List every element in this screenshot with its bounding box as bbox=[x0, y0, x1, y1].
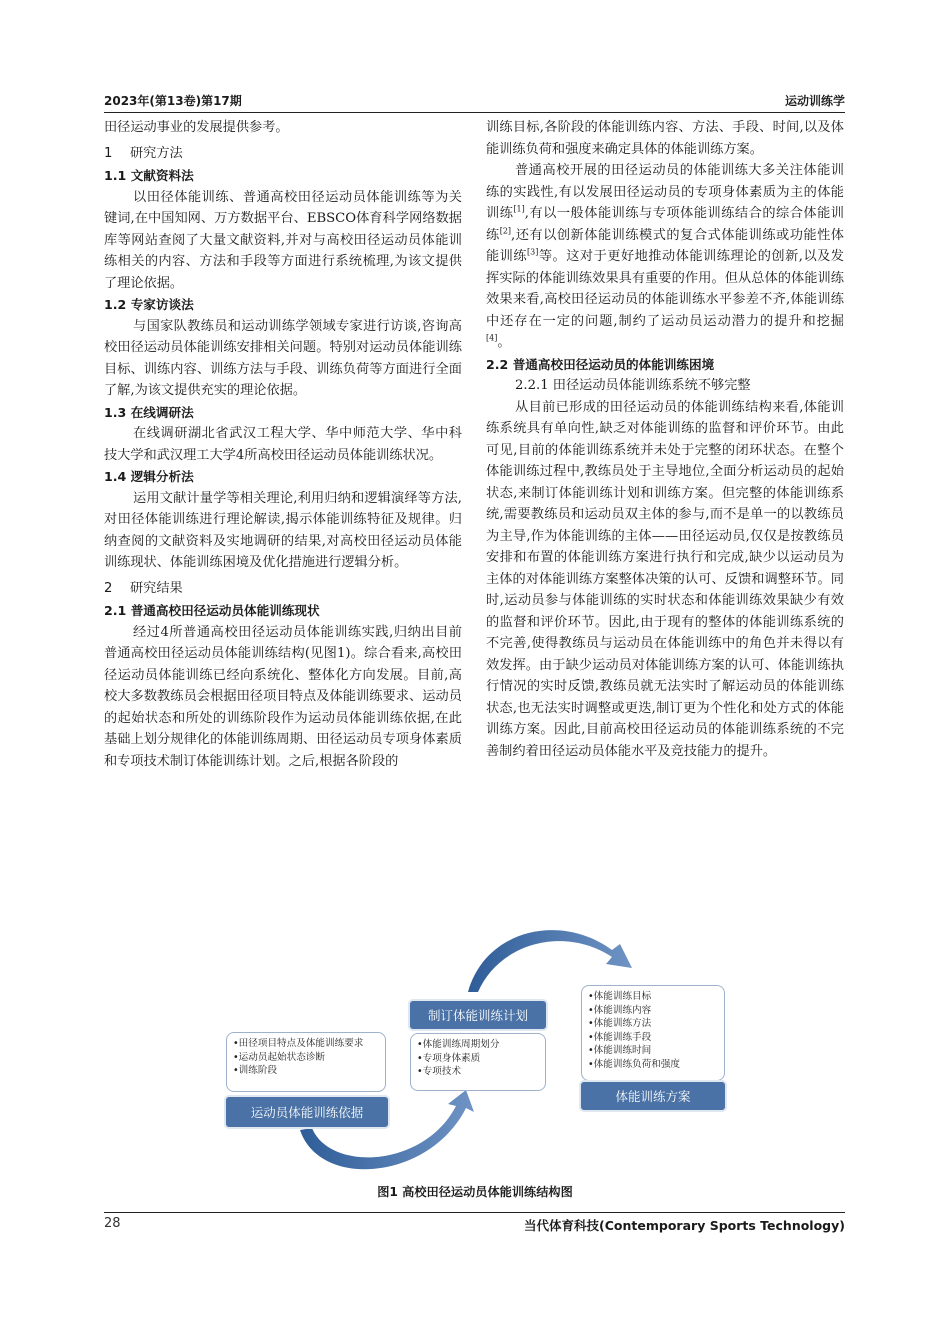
paragraph: 运用文献计量学等相关理论,利用归纳和逻辑演绎等方法,对田径体能训练进行理论解读,揭示体能训练特征及规律。归纳查阅的文献资料及实地调研的结果,对高校田径运动员体能训练现状、体能训练困境及优化措施进行逻辑分析。 bbox=[104, 490, 462, 570]
list-item: •专项技术 bbox=[417, 1066, 462, 1077]
paragraph: 普通高校开展的田径运动员的体能训练大多关注体能训练的实践性,有以发展田径运动员的专项身体素质为主的体能训练[1],有以一般体能训练与专项体能训练结合的综合体能训练[2],还有以创新体能训练模式的复合式体能训练或功能性体能训练[3]等。这对于更好地推动体能训练理论的创新,以及发挥实际的体能训练效果具有重要的作用。但从总体的体能训练效果来看,高校田径运动员的体能训练水平参差不齐,体能训练中还存在一定的问题,制约了运动员运动潜力的提升和挖掘[4]。 bbox=[486, 163, 844, 350]
paragraph: 从目前已形成的田径运动员的体能训练结构来看,体能训练系统具有单向性,缺乏对体能训练的监督和评价环节。由此可见,目前的体能训练系统并未处于完整的闭环状态。在整个体能训练过程中,教练员处于主导地位,全面分析运动员的起始状态,来制订体能训练计划和训练方案。但完整的体能训练系统,需要教练员和运动员双主体的参与,而不是单一的以教练员为主导,作为体能训练的主体——田径运动员,仅仅是按教练员安排和布置的体能训练方案进行执行和完成,缺少以运动员为主体的对体能训练方案整体决策的认可、反馈和调整环节。同时,运动员参与体能训练的实时状态和体能训练效果缺少有效的监督和评价环节。因此,由于现有的整体的体能训练系统的不完善,使得教练员与运动员在体能训练中的角色并未得以有效发挥。由于缺少运动员对体能训练方案的认可、体能训练执行情况的实时反馈,教练员就无法实时了解运动员的体能训练状态,也无法实时调整或更迭,制订更为个性化和处方式的体能训练方案。因此,目前高校田径运动员的体能训练系统的不完善制约着田径运动员体能水平及竞技能力的提升。 bbox=[486, 399, 844, 759]
basis-items-box bbox=[226, 1032, 386, 1092]
paragraph: 在线调研湖北省武汉工程大学、华中师范大学、华中科技大学和武汉理工大学4所高校田径运动员体能训练状况。 bbox=[104, 426, 462, 463]
citation-ref[interactable]: [4] bbox=[486, 333, 498, 343]
paragraph: 田径运动事业的发展提供参考。 bbox=[104, 120, 289, 135]
subsection-heading-2-1: 2.1 普通高校田径运动员体能训练现状 bbox=[104, 603, 320, 618]
plan-title-box: 制订体能训练计划 bbox=[408, 999, 548, 1031]
list-item: •体能训练负荷和强度 bbox=[588, 1058, 681, 1070]
issue-info: 2023年(第13卷)第17期 bbox=[104, 94, 242, 108]
arrow-plan-to-scheme bbox=[468, 930, 632, 992]
list-item: •体能训练目标 bbox=[588, 991, 652, 1002]
section-heading-2: 2 研究结果 bbox=[104, 580, 183, 596]
list-item: •运动员起始状态诊断 bbox=[233, 1051, 326, 1063]
list-item: •体能训练方法 bbox=[588, 1018, 652, 1029]
list-item: •体能训练时间 bbox=[588, 1045, 652, 1056]
subsection-heading-1-1: 1.1 文献资料法 bbox=[104, 168, 194, 183]
journal-name: 当代体育科技(Contemporary Sports Technology) bbox=[524, 1218, 845, 1233]
list-item: •训练阶段 bbox=[233, 1065, 278, 1076]
list-item: •体能训练内容 bbox=[588, 1004, 652, 1016]
list-item: •体能训练周期划分 bbox=[417, 1039, 500, 1050]
subsection-heading-2-2: 2.2 普通高校田径运动员的体能训练困境 bbox=[486, 356, 715, 372]
list-item: •体能训练手段 bbox=[588, 1031, 652, 1043]
figure-caption: 图1 高校田径运动员体能训练结构图 bbox=[377, 1185, 573, 1199]
subsection-heading-1-4: 1.4 逻辑分析法 bbox=[104, 469, 194, 484]
scheme-items-box bbox=[581, 985, 725, 1081]
citation-ref[interactable]: [3] bbox=[527, 247, 539, 257]
section-name: 运动训练学 bbox=[784, 94, 845, 108]
subsection-heading-1-2: 1.2 专家访谈法 bbox=[104, 297, 194, 312]
scheme-title-box: 体能训练方案 bbox=[579, 1080, 727, 1112]
paragraph: 经过4所普通高校田径运动员体能训练实践,归纳出目前普通高校田径运动员体能训练结构(见图1)。综合看来,高校田径运动员体能训练已经向系统化、整体化方向发展。目前,高校大多数教练员会根据田径项目特点及体能训练要求、运动员的起始状态和所处的训练阶段作为运动员体能训练依据,在此基础上划分规律化的体能训练周期、田径运动员专项身体素质和专项技术制订体能训练计划。之后,根据各阶段的 bbox=[104, 624, 462, 769]
basis-title-box: 运动员体能训练依据 bbox=[224, 1095, 390, 1129]
paragraph: 与国家队教练员和运动训练学领域专家进行访谈,咨询高校田径运动员体能训练安排相关问题。特别对运动员体能训练目标、训练内容、训练方法与手段、训练负荷等方面进行全面了解,为该文提供充实的理论依据。 bbox=[104, 318, 462, 398]
paragraph: 训练目标,各阶段的体能训练内容、方法、手段、时间,以及体能训练负荷和强度来确定具体的体能训练方案。 bbox=[486, 120, 844, 157]
page-number: 28 bbox=[104, 1216, 121, 1231]
footer-rule bbox=[104, 1212, 845, 1213]
plan-items-box bbox=[410, 1033, 546, 1091]
subsubsection-heading-2-2-1: 2.2.1 田径运动员体能训练系统不够完整 bbox=[515, 378, 751, 393]
citation-ref[interactable]: [2] bbox=[499, 226, 512, 236]
subsection-heading-1-3: 1.3 在线调研法 bbox=[104, 404, 194, 420]
citation-ref[interactable]: [1] bbox=[513, 204, 525, 214]
list-item: •专项身体素质 bbox=[417, 1052, 481, 1064]
paragraph: 以田径体能训练、普通高校田径运动员体能训练等为关键词,在中国知网、万方数据平台、EBSCO体育科学网络数据库等网站查阅了大量文献资料,并对与高校田径运动员体能训练相关的内容、方法和手段等方面进行系统梳理,为该文提供了理论依据。 bbox=[104, 189, 462, 291]
list-item: •田径项目特点及体能训练要求 bbox=[233, 1038, 364, 1049]
section-heading-1: 1 研究方法 bbox=[104, 145, 183, 161]
